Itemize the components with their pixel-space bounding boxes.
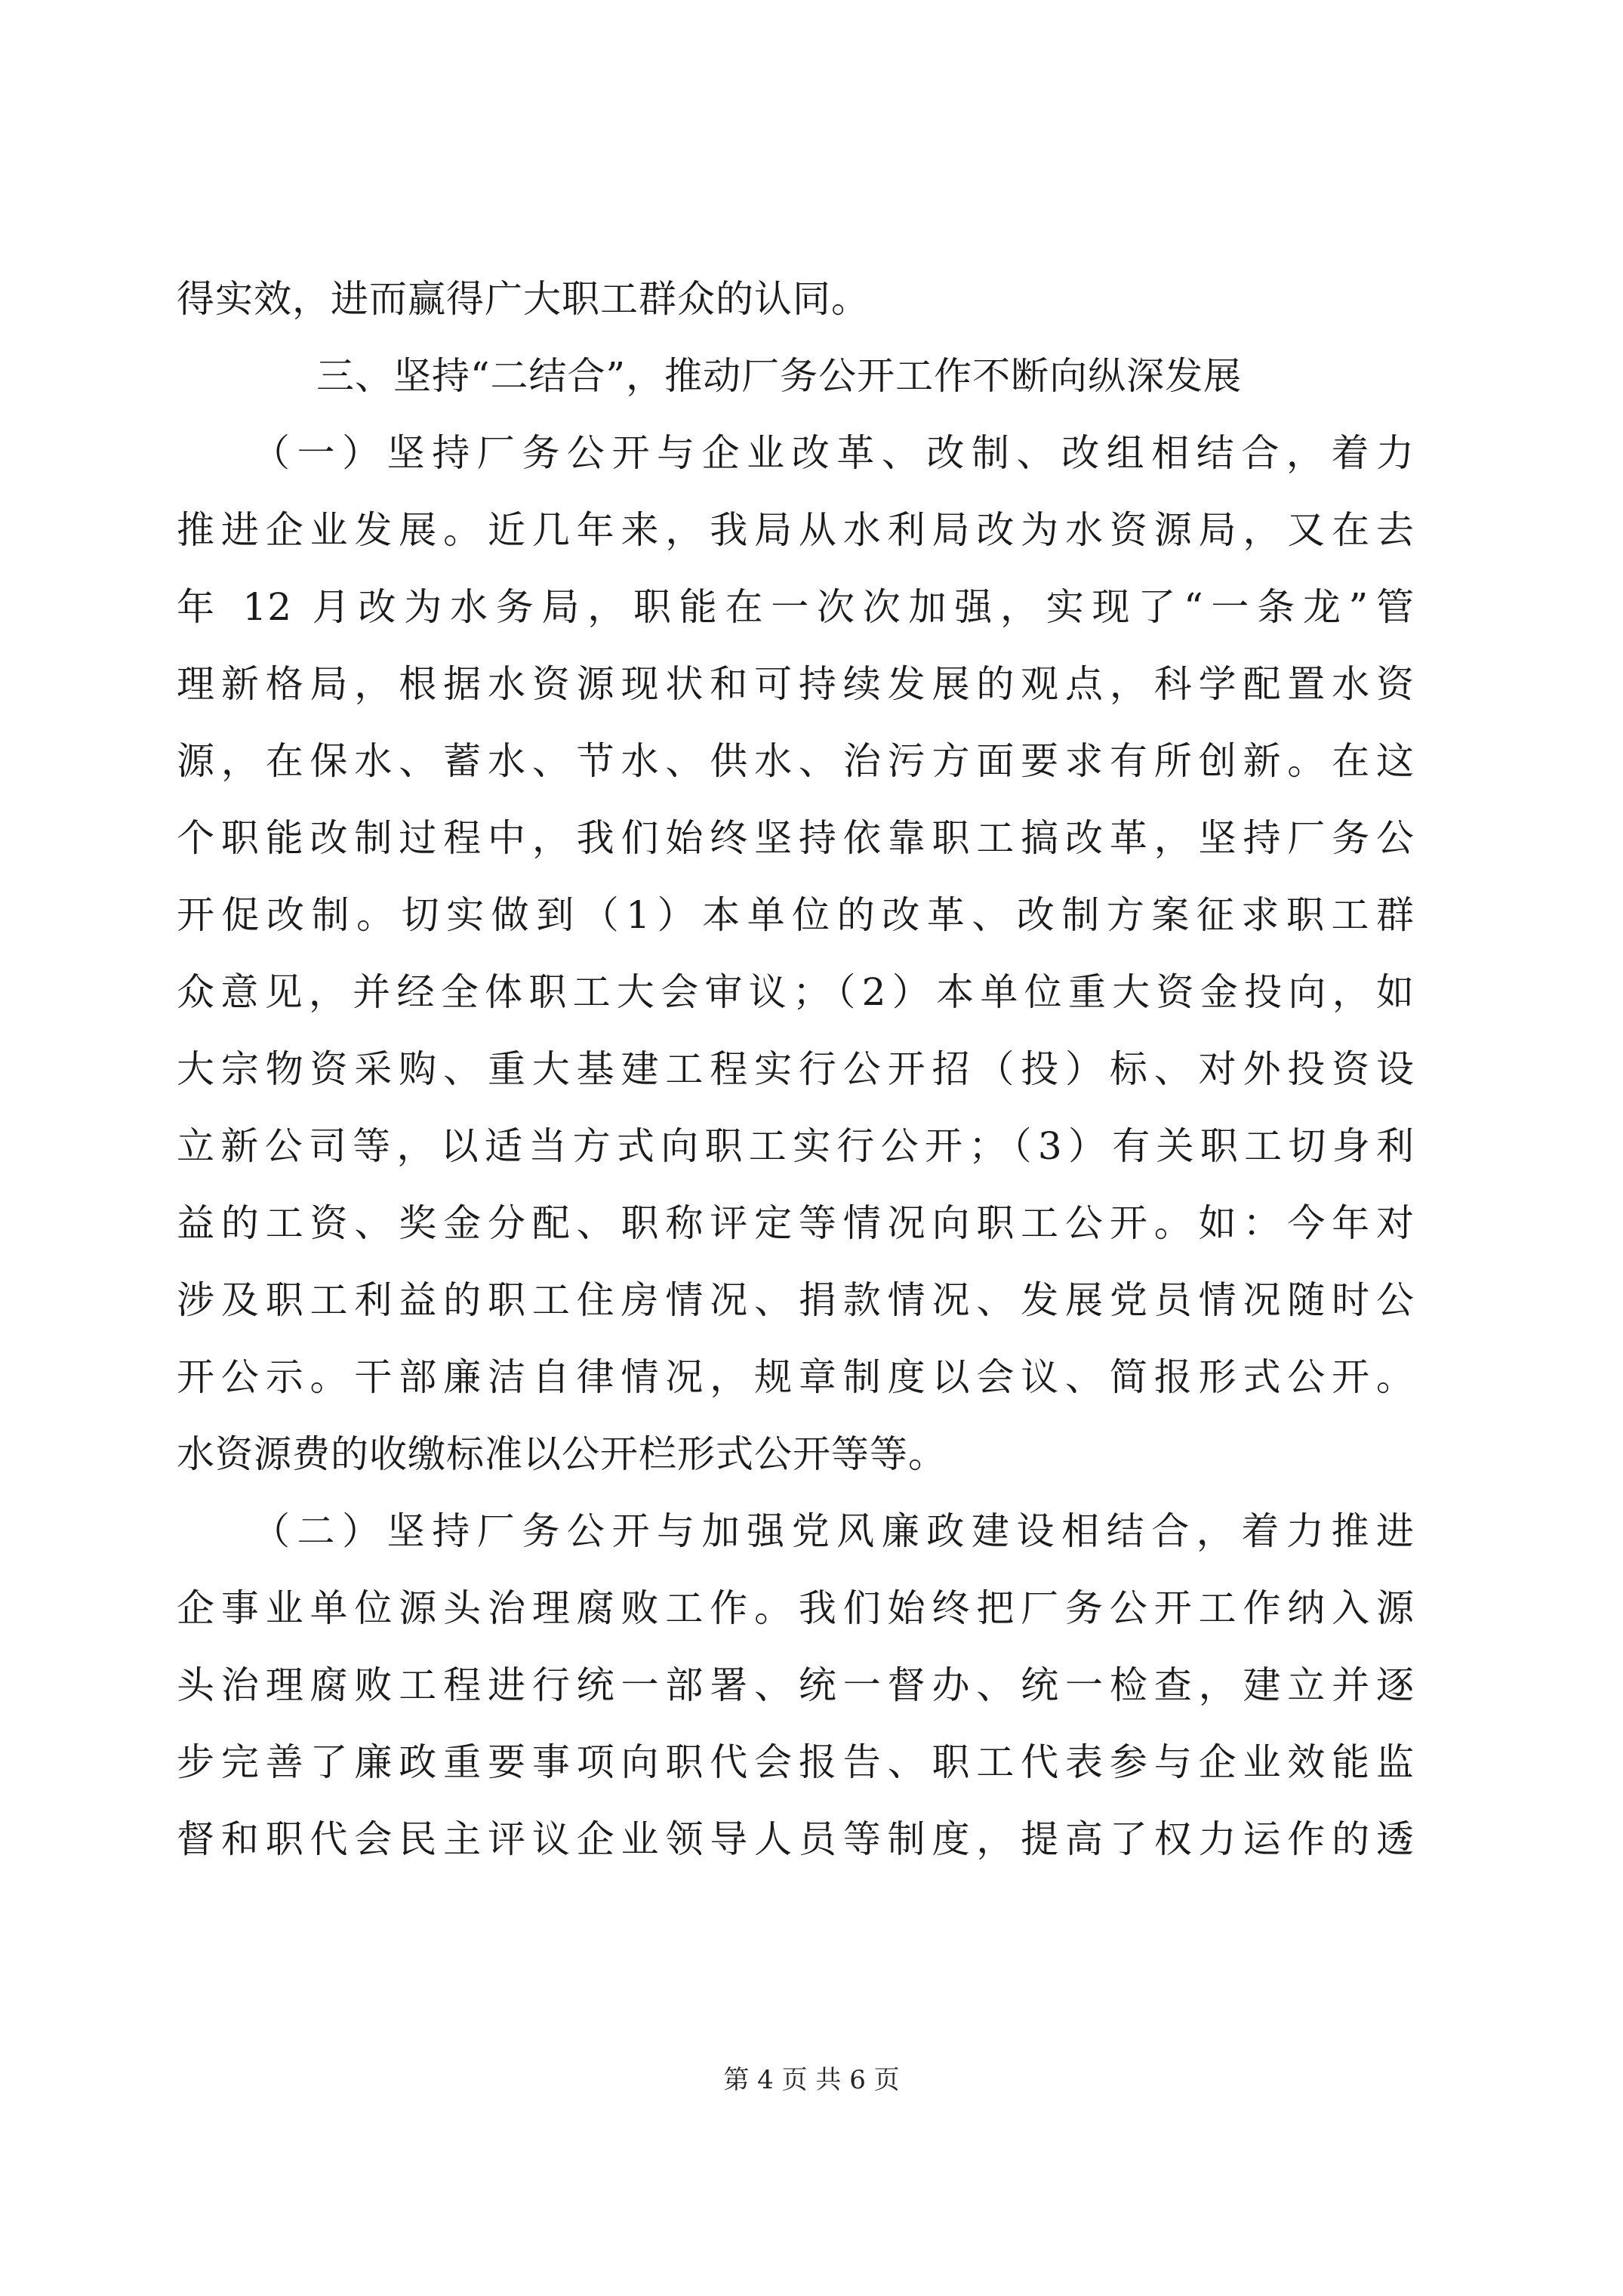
text-line: 立新公司等，以适当方式向职工实行公开；（3）有关职工切身利 <box>177 1124 1415 1168</box>
text-line: 年 12 月改为水务局，职能在一次次加强，实现了“一条龙”管 <box>177 585 1415 629</box>
text-line: 企事业单位源头治理腐败工作。我们始终把厂务公开工作纳入源 <box>177 1586 1415 1630</box>
text-line: （二）坚持厂务公开与加强党风廉政建设相结合，着力推进 <box>252 1509 1415 1553</box>
text-line: 推进企业发展。近几年来，我局从水利局改为水资源局，又在去 <box>177 508 1415 552</box>
text-line: 得实效，进而赢得广大职工群众的认同。 <box>177 277 870 321</box>
text-line: 个职能改制过程中，我们始终坚持依靠职工搞改革，坚持厂务公 <box>177 816 1415 860</box>
text-line: 开促改制。切实做到（1）本单位的改革、改制方案征求职工群 <box>177 893 1415 937</box>
text-line: （一）坚持厂务公开与企业改革、改制、改组相结合，着力 <box>252 431 1415 475</box>
text-line: 理新格局，根据水资源现状和可持续发展的观点，科学配置水资 <box>177 662 1415 706</box>
body-text <box>177 260 1415 1878</box>
text-line: 开公示。干部廉洁自律情况，规章制度以会议、简报形式公开。 <box>177 1355 1415 1399</box>
text-line: 益的工资、奖金分配、职称评定等情况向职工公开。如：今年对 <box>177 1201 1415 1245</box>
section-heading: 三、坚持“二结合”，推动厂务公开工作不断向纵深发展 <box>316 354 1243 398</box>
text-line: 源，在保水、蓄水、节水、供水、治污方面要求有所创新。在这 <box>177 739 1415 783</box>
text-line: 水资源费的收缴标准以公开栏形式公开等等。 <box>177 1432 947 1476</box>
text-line: 涉及职工利益的职工住房情况、捐款情况、发展党员情况随时公 <box>177 1278 1415 1322</box>
text-line: 督和职代会民主评议企业领导人员等制度，提高了权力运作的透 <box>177 1817 1415 1861</box>
text-line: 众意见，并经全体职工大会审议；（2）本单位重大资金投向，如 <box>177 970 1415 1014</box>
text-line: 步完善了廉政重要事项向职代会报告、职工代表参与企业效能监 <box>177 1740 1415 1784</box>
text-line: 头治理腐败工程进行统一部署、统一督办、统一检查，建立并逐 <box>177 1663 1415 1707</box>
page-footer: 第 4 页 共 6 页 <box>723 2065 900 2095</box>
text-line: 大宗物资采购、重大基建工程实行公开招（投）标、对外投资设 <box>177 1047 1415 1091</box>
